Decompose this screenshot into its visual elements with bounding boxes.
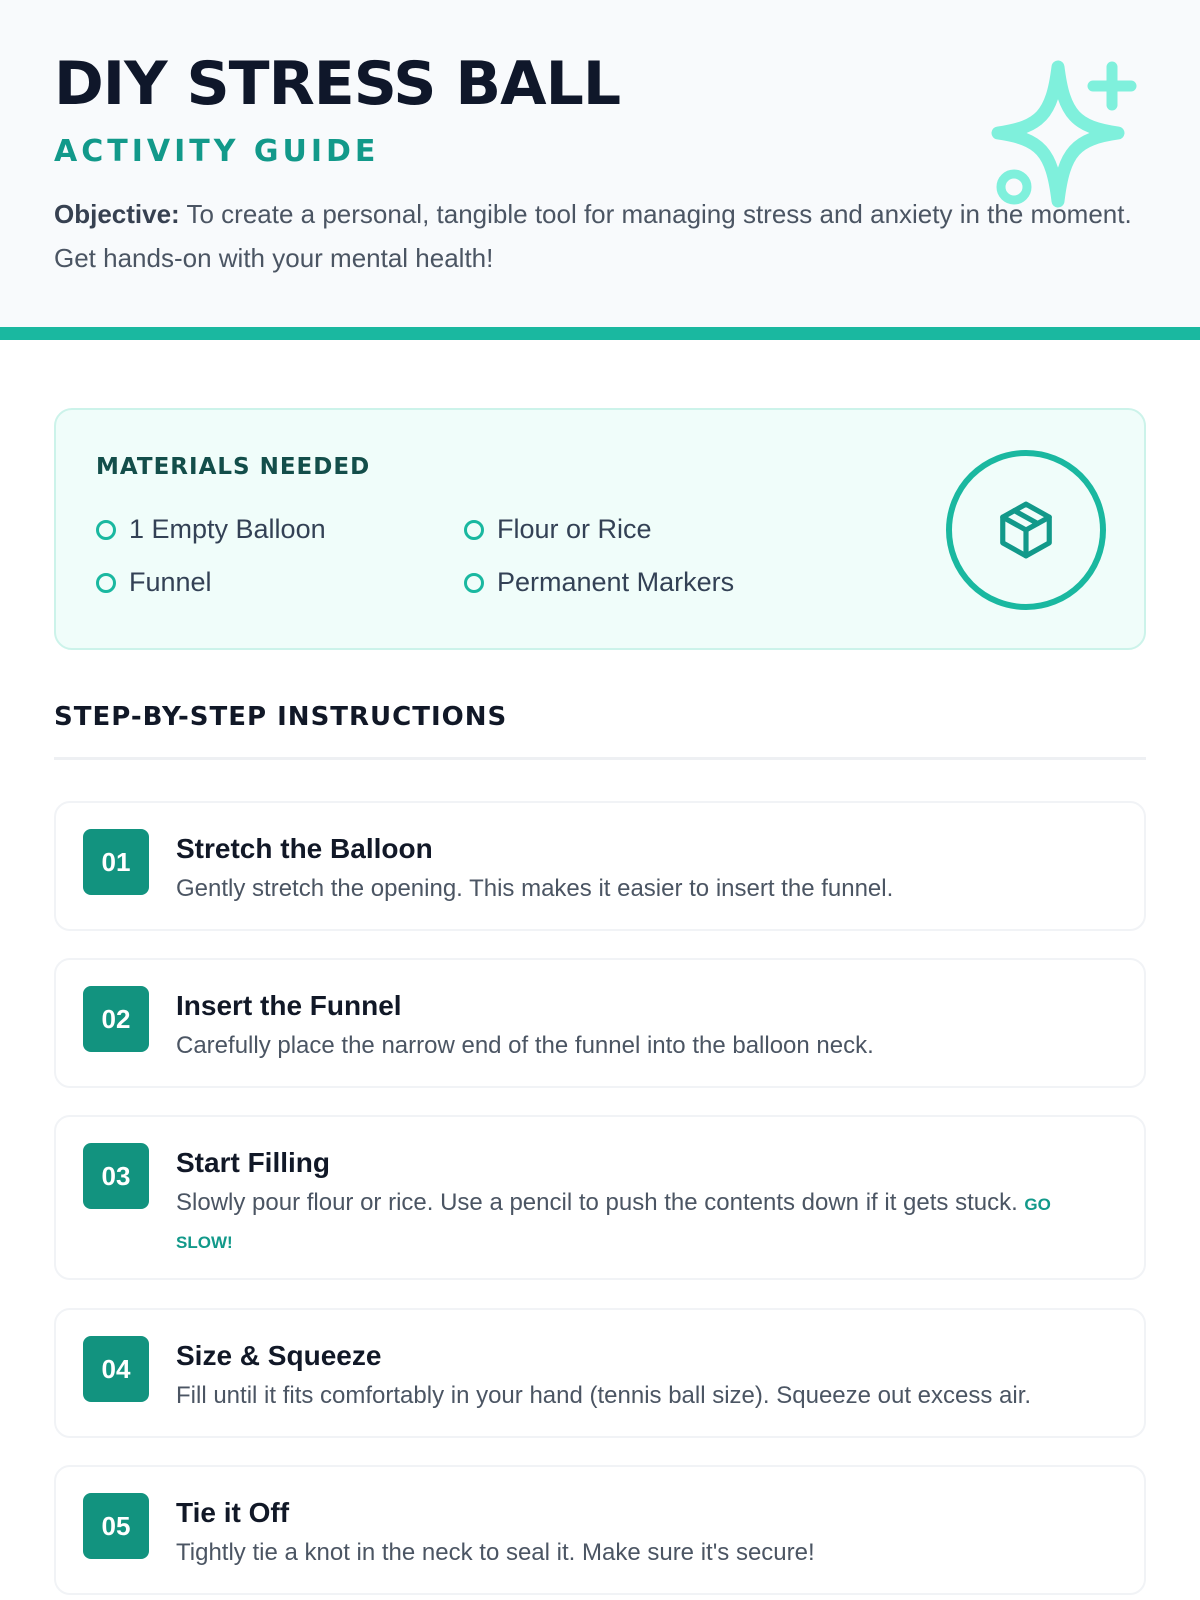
step-number-badge: 04 bbox=[83, 1336, 149, 1402]
header bbox=[0, 0, 1200, 340]
material-item bbox=[464, 514, 652, 545]
materials-card bbox=[54, 408, 1146, 650]
step-description: Fill until it fits comfortably in your hand (tennis ball size). Squeeze out excess air. bbox=[176, 1382, 1032, 1409]
sparkle-icon bbox=[990, 55, 1150, 215]
step-description: Carefully place the narrow end of the funnel into the balloon neck. bbox=[176, 1032, 874, 1059]
material-item bbox=[464, 567, 734, 598]
page-subtitle: ACTIVITY GUIDE bbox=[54, 134, 380, 169]
materials-title: MATERIALS NEEDED bbox=[96, 454, 371, 480]
step-title: Start Filling bbox=[176, 1147, 330, 1178]
package-box-icon bbox=[946, 450, 1106, 610]
step-description: Tightly tie a knot in the neck to seal it. Make sure it's secure! bbox=[176, 1539, 815, 1566]
objective-label: Objective: bbox=[54, 199, 180, 229]
step-tag: GO SLOW! bbox=[176, 1195, 1051, 1252]
material-label: Funnel bbox=[129, 567, 212, 597]
step-description: Gently stretch the opening. This makes it easier to insert the funnel. bbox=[176, 875, 894, 902]
material-label: 1 Empty Balloon bbox=[129, 514, 326, 544]
objective bbox=[54, 192, 1134, 280]
step-card bbox=[54, 801, 1146, 931]
circle-bullet-icon bbox=[96, 520, 116, 540]
objective-text: To create a personal, tangible tool for managing stress and anxiety in the moment. Get hands-on with your mental health! bbox=[54, 199, 1132, 273]
step-card bbox=[54, 1465, 1146, 1595]
step-title: Stretch the Balloon bbox=[176, 833, 433, 864]
material-item bbox=[96, 567, 212, 598]
step-description-text: Slowly pour flour or rice. Use a pencil to push the contents down if it gets stuck. bbox=[176, 1189, 1018, 1216]
section-divider bbox=[54, 757, 1146, 760]
step-title: Tie it Off bbox=[176, 1497, 290, 1528]
material-label: Flour or Rice bbox=[497, 514, 652, 544]
step-card bbox=[54, 1308, 1146, 1438]
step-number-badge: 02 bbox=[83, 986, 149, 1052]
circle-bullet-icon bbox=[96, 573, 116, 593]
step-title: Insert the Funnel bbox=[176, 990, 402, 1021]
circle-bullet-icon bbox=[464, 520, 484, 540]
step-number-badge: 03 bbox=[83, 1143, 149, 1209]
step-description bbox=[176, 1185, 1111, 1261]
circle-bullet-icon bbox=[464, 573, 484, 593]
step-card bbox=[54, 1115, 1146, 1280]
step-card bbox=[54, 958, 1146, 1088]
material-item bbox=[96, 514, 326, 545]
step-number-badge: 01 bbox=[83, 829, 149, 895]
material-label: Permanent Markers bbox=[497, 567, 735, 597]
step-number-badge: 05 bbox=[83, 1493, 149, 1559]
page-title: DIY STRESS BALL bbox=[54, 49, 621, 119]
steps-section-title: STEP-BY-STEP INSTRUCTIONS bbox=[54, 702, 508, 732]
step-title: Size & Squeeze bbox=[176, 1340, 382, 1371]
